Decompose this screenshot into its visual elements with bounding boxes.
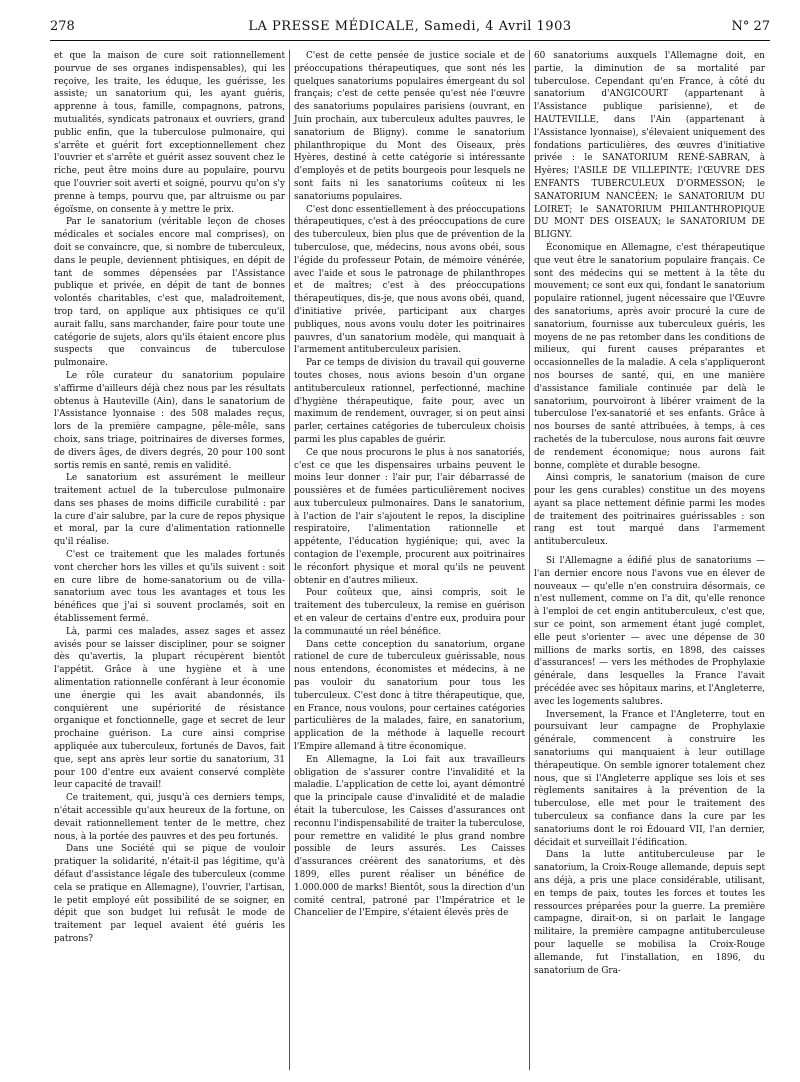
paragraph: Par ce temps de division du travail qui gouverne toutes choses, nous avions besoin d'un organe antituberculeux rationnel, perfectionné, machine d'hygiène thérapeutique, faite pour, avec un maximum de rendement, ouvrager, si on peut ainsi parler, certaines catégories de tuberculeux choisis parmi les plus capables de guérir. — [294, 358, 525, 445]
paragraph: Par le sanatorium (véritable leçon de choses médicales et sociales encore mal comprises), on doit se convaincre, que, si nombre de tuberculeux, dans le peuple, deviennent phtisiques, en dépit de tant de sommes dépensées par l'Assistance publique et privée, en dépit de tant de bonnes volontés charitables, c'est que, maladroitement, trop tard, on applique aux phtisiques ce qu'il aurait fallu, sans marchander, faire pour toute une catégorie de sujets, alors qu'ils étaient encore plus suspects que convaincus de tuberculose pulmonaire. — [54, 217, 285, 369]
paragraph: Là, parmi ces malades, assez sages et assez avisés pour se laisser discipliner, pour se soigner dès qu'avertis, la plupart récupèrent bientôt l'appétit. Grâce à une hygiène et à une alimentation rationnelle conférant à leur économie une énergie qui les avait abandonnés, ils conquièrent une supériorité de résistance organique et fonctionnelle, gage et secret de leur prochaine guérison. La cure ainsi comprise appliquée aux tuberculeux, fortunés de Davos, fait que, sept ans après leur sortie du sanatorium, 31 pour 100 d'entre eux avaient conservé complète leur capacité de travail! — [54, 626, 285, 791]
page-number: 278 — [50, 19, 75, 34]
paragraph: Économique en Allemagne, c'est thérapeutique que veut être le sanatorium populaire français. Ce sont des médecins qui se mettent à la tête du mouvement; ce sont eux qui, fondant le sanatorium populaire rationnel, jugent nécessaire que l'Œuvre des sanatoriums, après avoir procuré la cure de sanatorium, fournisse aux tuberculeux guéris, les moyens de ne pas retomber dans les conditions de milieux, qui furent causes préparantes et occasionnelles de la maladie. A cela s'appliqueront nos bourses de santé, qui, en une manière d'assistance familiale continuée par delà le sanatorium, pourvoiront à libérer vraiment de la tuberculose l'ex-sanatorié et ses enfants. Grâce à nos bourses de santé attribuées, à temps, à ces rachetés de la tuberculose, nous aurons fait œuvre de rendement économique; nous aurons fait bonne, complète et durable besogne. — [534, 242, 765, 471]
paragraph: C'est ce traitement que les malades fortunés vont chercher hors les villes et qu'ils suivent : soit en cure libre de home-sanatorium ou de villa-sanatorium avec tous les avantages et tous les bénéfices que j'ai si souvent proclamés, soit en établissement fermé. — [54, 550, 285, 625]
page-header — [50, 14, 770, 41]
column-middle — [289, 50, 529, 1070]
article-columns — [50, 50, 770, 1070]
column-left — [50, 50, 289, 1070]
paragraph: Inversement, la France et l'Angleterre, tout en poursuivant leur campagne de Prophylaxie générale, commencent à construire les sanatoriums qui manquaient à leur outillage thérapeutique. On semble ignorer totalement chez nous, que si l'Angleterre applique ses lois et ses règlements sanitaires à la prévention de la tuberculose, elle met pour le traitement des tuberculeux sa confiance dans la cure par les sanatoriums dont le roi Édouard VII, l'an dernier, décidait et surveillait l'édification. — [534, 709, 765, 848]
paragraph: Dans la lutte antituberculeuse par le sanatorium, la Croix-Rouge allemande, depuis sept ans déjà, a pris une place considérable, utilisant, en temps de paix, toutes les forces et toutes les ressources préparées pour la guerre. La première campagne, dirait-on, si on parlait le langage militaire, la première campagne antituberculeuse pour laquelle se mobilisa la Croix-Rouge allemande, fut l'installation, en 1896, du sanatorium de Gra- — [534, 850, 765, 976]
newspaper-page — [50, 14, 770, 1074]
paragraph: 60 sanatoriums auxquels l'Allemagne doit, en partie, la diminution de sa mortalité par tuberculose. Cependant qu'en France, à côté du sanatorium d'ANGICOURT (appartenant à l'Assistance publique parisienne), et de HAUTEVILLE, dans l'Ain (appartenant à l'Assistance lyonnaise), s'élevaient uniquement des fondations particulières, des œuvres d'initiative privée : le SANATORIUM RENÉ-SABRAN, à Hyères; l'ASILE DE VILLEPINTE; l'ŒUVRE DES ENFANTS TUBERCULEUX D'ORMESSON; le SANATORIUM NANCÉEN; le SANATORIUM DU LOIRET; le SANATORIUM PHILANTHROPIQUE DU MONT DES OISEAUX; le SANATORIUM DE BLIGNY. — [534, 51, 765, 241]
paragraph: Ce que nous procurons le plus à nos sanatoriés, c'est ce que les dispensaires urbains peuvent le moins leur donner : l'air pur, l'air débarrassé de poussières et de fumées particulièrement nocives aux tuberculeux pulmonaires. Dans le sanatorium, à l'action de l'air s'ajoutent le repos, la discipline respiratoire, l'alimentation rationnelle et appétente, l'éducation hygiénique; qui, avec la contagion de l'exemple, procurent aux poitrinaires le réconfort physique et moral qu'ils ne peuvent obtenir en d'autres milieux. — [294, 447, 525, 586]
paragraph: Dans cette conception du sanatorium, organe rationel de cure de tuberculeux guérissable, nous nous entendons, économistes et médecins, à ne pas vouloir du sanatorium pour tous les tuberculeux. C'est donc à titre thérapeutique, que, en France, nous voulons, pour certaines catégories particulières de la malades, faire, en sanatorium, application de la méthode à laquelle recourt l'Empire allemand à titre économique. — [294, 639, 525, 753]
paragraph: Ce traitement, qui, jusqu'à ces derniers temps, n'était accessible qu'aux heureux de la fortune, on devait rationnellement tenter de le mettre, chez nous, à la portée des pauvres et des peu fortunés. — [54, 793, 285, 842]
paragraph: Pour coûteux que, ainsi compris, soit le traitement des tuberculeux, la remise en guérison et en valeur de certains d'entre eux, produira pour la communauté un réel bénéfice. — [294, 588, 525, 637]
issue-number: N° 27 — [731, 19, 770, 34]
paragraph: Si l'Allemagne a édifié plus de sanatoriums — l'an dernier encore nous l'avons vue en élever de nouveaux — qu'elle n'en construira désormais, ce n'est nullement, comme on l'a dit, qu'elle renonce à l'emploi de cet engin antituberculeux, c'est que, sur ce point, son armement étant jugé complet, elle peut s'orienter — avec une dépense de 30 millions de marks sortis, en 1898, des caisses d'assurances! — vers les méthodes de Prophylaxie générale, dans lesquelles la France l'avait précédée avec ses hôpitaux marins, et l'Angleterre, avec les logements salubres. — [534, 556, 765, 707]
paragraph: et que la maison de cure soit rationnellement pourvue de ses organes indispensables), qui les reçoive, les traite, les éduque, les guérisse, les assiste; un sanatorium qui, les ayant guéris, apprenne à tous, famille, compagnons, patrons, mutualités, syndicats patronaux et ouvriers, grand public enfin, que la tuberculose pulmonaire, qui s'arrête et guérit fort exceptionnellement chez l'ouvrier et s'arrête et guérit assez souvent chez le riche, peut être moins dure au populaire, pourvu que l'ouvrier soit averti et soigné, pourvu qu'on s'y prenne à temps, pourvu que, par altruisme ou par égoïsme, on consente à y mettre le prix. — [54, 51, 285, 215]
paragraph: Dans une Société qui se pique de vouloir pratiquer la solidarité, n'était-il pas légitime, qu'à défaut d'assistance légale des tuberculeux (comme cela se pratique en Allemagne), l'ouvrier, l'artisan, le petit employé eût possibilité de se soigner, en dépit que son budget lui refusât le mode de traitement par lequel avaient été guéris les patrons? — [54, 844, 285, 944]
paragraph: C'est de cette pensée de justice sociale et de préoccupations thérapeutiques, que sont nés les quelques sanatoriums populaires émergeant du sol français; c'est de cette pensée qu'est née l'œuvre des sanatoriums populaires parisiens (ouvrant, en Juin prochain, aux tuberculeux adultes pauvres, le sanatorium de Bligny). comme le sanatorium philanthropique du Mont des Oiseaux, près Hyères, destiné à cette catégorie si intéressante d'employés et de petits bourgeois pour lesquels ne sont faits ni les sanatoriums coûteux ni les sanatoriums populaires. — [294, 51, 525, 202]
journal-title: LA PRESSE MÉDICALE, Samedi, 4 Avril 1903 — [248, 19, 572, 34]
column-right — [529, 50, 769, 1070]
paragraph: Le rôle curateur du sanatorium populaire s'affirme d'ailleurs déjà chez nous par les résultats obtenus à Hauteville (Ain), dans le sanatorium de l'Assistance lyonnaise : des 508 malades reçus, lors de la première campagne, pêle-mêle, sans choix, sans triage, poitrinaires de diverses formes, de divers âges, de divers degrés, 20 pour 100 sont sortis remis en santé, remis en validité. — [54, 370, 285, 471]
paragraph: En Allemagne, la Loi fait aux travailleurs obligation de s'assurer contre l'invalidité et la maladie. L'application de cette loi, ayant démontré que la principale cause d'invalidité et de maladie était la tuberculose, les Caisses d'assurances ont reconnu l'indispensabilité de traiter la tuberculose, pour remettre en validité le plus grand nombre possible de leurs assurés. Les Caisses d'assurances créèrent des sanatoriums, et dès 1899, elles purent réaliser un bénéfice de 1.000.000 de marks! Bientôt, sous la direction d'un comité central, patroné par l'Impératrice et le Chancelier de l'Empire, s'étaient élevés près de — [294, 754, 525, 919]
paragraph: C'est donc essentiellement à des préoccupations thérapeutiques, c'est à des préoccupations de cure des tuberculeux, bien plus que de prévention de la tuberculose, que, médecins, nous avons obéi, sous l'égide du professeur Potain, de mémoire vénérée, avec l'aide et sous le patronage de philanthropes et de maîtres; c'est à des préoccupations thérapeutiques, dis-je, que nous avons obéi, quand, d'initiative privée, participant aux charges publiques, nous avons voulu doter les poitrinaires pauvres, d'un sanatorium modèle, qui manquait à l'armement antituberculeux parisien. — [294, 204, 525, 356]
paragraph: Le sanatorium est assurément le meilleur traitement actuel de la tuberculose pulmonaire dans ses phases de moins difficile curabilité : par la cure d'air salubre, par la cure de repos physique et moral, par la cure d'alimentation rationnelle qu'il réalise. — [54, 473, 285, 548]
paragraph: Ainsi compris, le sanatorium (maison de cure pour les gens curables) constitue un des moyens ayant sa place nettement définie parmi les modes de traitement des poitrinaires guérissables : son rang est tout marqué dans l'armement antituberculeux. — [534, 473, 765, 548]
